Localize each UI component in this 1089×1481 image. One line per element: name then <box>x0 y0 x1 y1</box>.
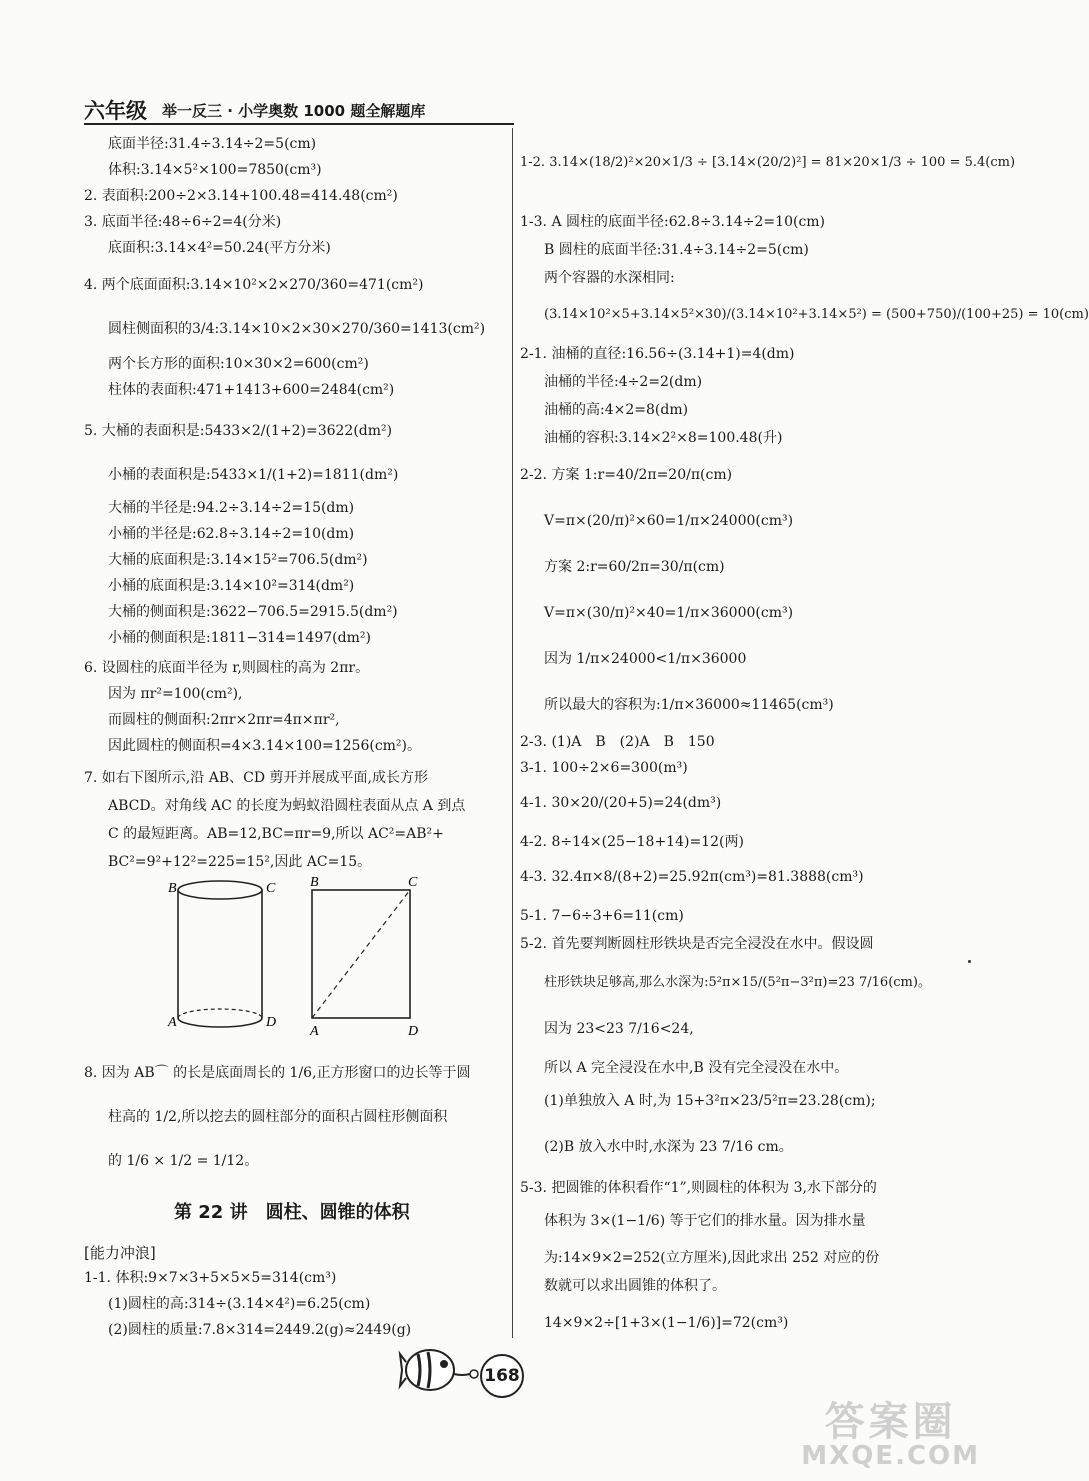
text-line: 小桶的侧面积是:1811−314=1497(dm²) <box>108 630 371 646</box>
section-label: [能力冲浪] <box>84 1244 156 1262</box>
point-label-d: D <box>266 1015 277 1030</box>
text-line: 为:14×9×2=252(立方厘米),因此求出 252 对应的份 <box>544 1250 880 1266</box>
text-line: 1-2. 3.14×(18/2)²×20×1/3 ÷ [3.14×(20/2)²] = 81×20×1/3 ÷ 100 = 5.4(cm) <box>520 155 1016 170</box>
text-line: 3-1. 100÷2×6=300(m³) <box>520 760 688 776</box>
point-label-b: B <box>168 881 177 896</box>
text-line: 体积为 3×(1−1/6) 等于它们的排水量。因为排水量 <box>544 1213 866 1229</box>
point-label-d: D <box>408 1024 419 1039</box>
text-line: (1)单独放入 A 时,为 15+3²π×23/5²π=23.28(cm); <box>544 1093 876 1109</box>
text-line: 8. 因为 AB⌒ 的长是底面周长的 1/6,正方形窗口的边长等于圆 <box>84 1065 471 1081</box>
text-line: C 的最短距离。AB=12,BC=πr=9,所以 AC²=AB²+ <box>108 826 444 842</box>
text-line: 4-1. 30×20/(20+5)=24(dm³) <box>520 795 722 811</box>
text-line: 1-1. 体积:9×7×3+5×5×5=314(cm³) <box>84 1270 337 1286</box>
text-line: 因为 πr²=100(cm²), <box>108 686 243 702</box>
text-line: 14×9×2÷[1+3×(1−1/6)]=72(cm³) <box>544 1315 789 1331</box>
text-line: 1-3. A 圆柱的底面半径:62.8÷3.14÷2=10(cm) <box>520 214 826 230</box>
text-line: 4-2. 8÷14×(25−18+14)=12(两) <box>520 834 744 850</box>
grade-label: 六年级 <box>84 99 147 123</box>
stray-dot <box>968 960 971 963</box>
text-line: 两个长方形的面积:10×30×2=600(cm²) <box>108 356 369 372</box>
text-line: 圆柱侧面积的3/4:3.14×10×2×30×270/360=1413(cm²) <box>108 321 486 337</box>
text-line: 油桶的高:4×2=8(dm) <box>544 402 689 418</box>
point-label-c: C <box>266 881 276 896</box>
cylinder-shape <box>178 881 262 1027</box>
text-line: 7. 如右下图所示,沿 AB、CD 剪开并展成平面,成长方形 <box>84 770 428 786</box>
text-line: V=π×(30/π)²×40=1/π×36000(cm³) <box>544 605 794 621</box>
text-line: 2. 表面积:200÷2×3.14+100.48=414.48(cm²) <box>84 188 398 204</box>
section-title: 第 22 讲 圆柱、圆锥的体积 <box>174 1202 410 1223</box>
watermark-url: MXQE.COM <box>801 1441 980 1471</box>
text-line: 小桶的表面积是:5433×1/(1+2)=1811(dm²) <box>108 467 399 483</box>
text-line: 5-1. 7−6÷3+6=11(cm) <box>520 908 684 924</box>
point-label-b: B <box>310 875 319 890</box>
text-line: 5-2. 首先要判断圆柱形铁块是否完全浸没在水中。假设圆 <box>520 936 874 952</box>
text-line: 4. 两个底面面积:3.14×10²×2×270/360=471(cm²) <box>84 277 424 293</box>
text-line: 大桶的底面积是:3.14×15²=706.5(dm²) <box>108 552 368 568</box>
series-title: 举一反三 · 小学奥数 1000 题全解题库 <box>162 102 426 120</box>
text-line: 底面半径:31.4÷3.14÷2=5(cm) <box>108 136 317 152</box>
text-line: (3.14×10²×5+3.14×5²×30)/(3.14×10²+3.14×5²) = (500+750)/(100+25) = 10(cm) <box>544 307 1089 322</box>
text-line: 6. 设圆柱的底面半径为 r,则圆柱的高为 2πr。 <box>84 660 370 676</box>
text-line: 所以 A 完全浸没在水中,B 没有完全浸没在水中。 <box>544 1060 849 1076</box>
unrolled-rectangle <box>312 890 410 1018</box>
text-line: V=π×(20/π)²×60=1/π×24000(cm³) <box>544 513 794 529</box>
text-line: 底面积:3.14×4²=50.24(平方分米) <box>108 240 331 256</box>
text-line: 大桶的侧面积是:3622−706.5=2915.5(dm²) <box>108 604 398 620</box>
text-line: 4-3. 32.4π×8/(8+2)=25.92π(cm³)=81.3888(cm³) <box>520 869 864 885</box>
page-number: 168 <box>480 1354 524 1398</box>
text-line: BC²=9²+12²=225=15²,因此 AC=15。 <box>108 854 372 870</box>
text-line: 2-2. 方案 1:r=40/2π=20/π(cm) <box>520 467 733 483</box>
text-line: 2-3. (1)A B (2)A B 150 <box>520 734 715 750</box>
text-line: 两个容器的水深相同: <box>544 270 675 286</box>
column-divider <box>512 128 513 1338</box>
text-line: 2-1. 油桶的直径:16.56÷(3.14+1)=4(dm) <box>520 346 795 362</box>
text-line: 油桶的半径:4÷2=2(dm) <box>544 374 703 390</box>
text-line: 数就可以求出圆锥的体积了。 <box>544 1278 726 1294</box>
text-line: ABCD。对角线 AC 的长度为蚂蚁沿圆柱表面从点 A 到点 <box>108 798 466 814</box>
text-line: 5-3. 把圆锥的体积看作“1”,则圆柱的体积为 3,水下部分的 <box>520 1180 877 1196</box>
point-label-c: C <box>408 875 418 890</box>
point-label-a: A <box>168 1015 177 1030</box>
header-rule <box>84 123 514 125</box>
text-line: 小桶的半径是:62.8÷3.14÷2=10(dm) <box>108 526 355 542</box>
text-line: 因此圆柱的侧面积=4×3.14×100=1256(cm²)。 <box>108 738 422 754</box>
text-line: 所以最大的容积为:1/π×36000≈11465(cm³) <box>544 697 834 713</box>
text-line: 柱高的 1/2,所以挖去的圆柱部分的面积占圆柱形侧面积 <box>108 1109 448 1125</box>
text-line: (1)圆柱的高:314÷(3.14×4²)=6.25(cm) <box>108 1296 371 1312</box>
text-line: 而圆柱的侧面积:2πr×2πr=4π×πr², <box>108 712 340 728</box>
text-line: 因为 23<23 7/16<24, <box>544 1021 694 1037</box>
point-label-a: A <box>310 1024 319 1039</box>
text-line: 柱形铁块足够高,那么水深为:5²π×15/(5²π−3²π)=23 7/16(cm)。 <box>544 975 931 990</box>
text-line: 3. 底面半径:48÷6÷2=4(分米) <box>84 214 282 230</box>
text-line: 方案 2:r=60/2π=30/π(cm) <box>544 559 725 575</box>
cylinder-unfold-figure <box>168 875 448 1039</box>
text-line: 体积:3.14×5²×100=7850(cm³) <box>108 162 322 178</box>
text-line: 的 1/6 × 1/2 = 1/12。 <box>108 1153 259 1169</box>
site-watermark <box>801 1390 980 1471</box>
text-line: (2)B 放入水中时,水深为 23 7/16 cm。 <box>544 1139 793 1155</box>
text-line: (2)圆柱的质量:7.8×314=2449.2(g)≈2449(g) <box>108 1322 412 1338</box>
text-line: 小桶的底面积是:3.14×10²=314(dm²) <box>108 578 355 594</box>
text-line: 因为 1/π×24000<1/π×36000 <box>544 651 747 667</box>
text-line: 柱体的表面积:471+1413+600=2484(cm²) <box>108 382 395 398</box>
page-header <box>84 95 514 125</box>
text-line: 5. 大桶的表面积是:5433×2/(1+2)=3622(dm²) <box>84 423 393 439</box>
watermark-logo-text: 答案圈 <box>824 1399 957 1445</box>
text-line: 大桶的半径是:94.2÷3.14÷2=15(dm) <box>108 500 355 516</box>
fish-mascot-icon <box>400 1340 480 1396</box>
text-line: B 圆柱的底面半径:31.4÷3.14÷2=5(cm) <box>544 242 809 258</box>
text-line: 油桶的容积:3.14×2²×8=100.48(升) <box>544 430 783 446</box>
